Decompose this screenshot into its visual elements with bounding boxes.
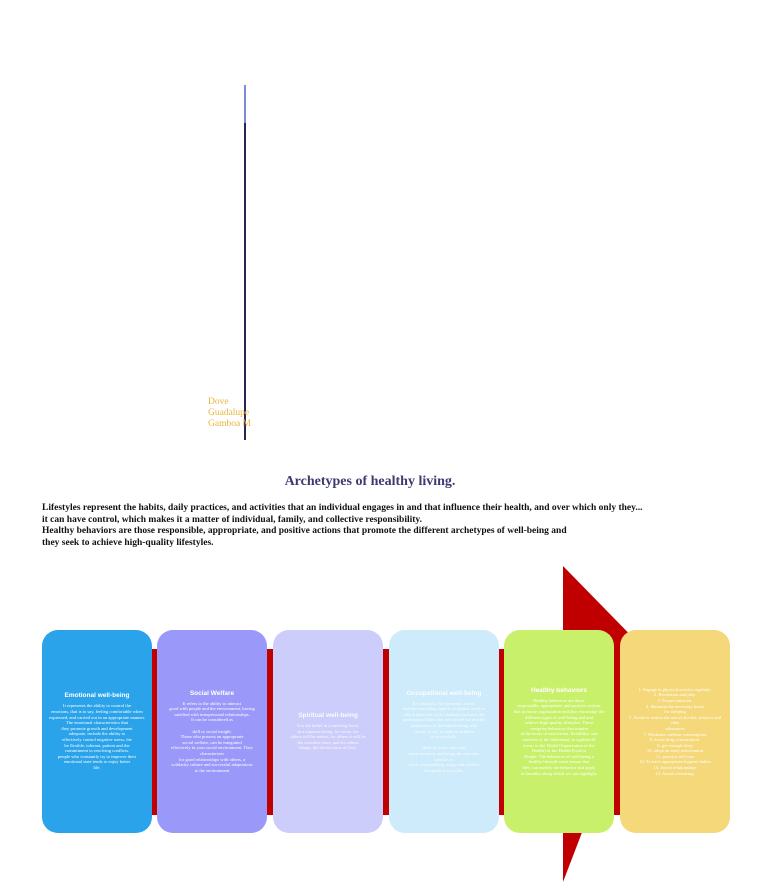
timeline-bar [244,123,246,440]
page-title: Archetypes of healthy living. [284,474,456,489]
intro-paragraph-2: Healthy behaviors are those responsible, appropriate, and positive actions that promote the different archetypes of well-being and they seek to achieve high-quality lifestyles. [42,526,567,548]
card-occupational-wellbeing [389,630,499,833]
card-title: Spiritual well-being [298,712,358,720]
timeline-accent [244,85,246,123]
card-body: It represents the ability to control the emotions, that is to say, feeling comfortable when expressed, and carried out in an appropriate manner. The emotional characteristics that they promote growth and development adequate, include the ability to effectively control negative stress, the be flexible, tolerant, patient and the commitment to resolving conflicts. people who constantly try to improve their emotional state tends to enjoy better life. [48,703,146,770]
habits-list: 1. Engage in physical activity regularly. 2. Recreation and play. 3. Proper nutrition. 4. Maintain the necessary hours for sleeping 5. Avoid or reduce the use of alcohol, tobacco and other substances 7. Moderate caffeine consumption 8. avoid drug consumption. 9. get enough sleep 10. adopt an early intervention 11. practice self-care 12. To have appropriate hygiene habits 13. Social relationships 14. Avoid overeating. [629,686,721,776]
card-title: Occupational well-being [406,689,482,697]
card-social-welfare [157,630,267,833]
card-body: It is related to the personal, social, and the rewarding aspects of human work in which there has to be a balance between the professional tasks that are carried out and the satisfaction of the human being who carries it out, in order to achieve it successfully. skills to work, one must have creativity and being the one who satisfies it, work responsibility, enjoy and achieve the goals of your life. [402,700,486,773]
intro-paragraph-1: Lifestyles represent the habits, daily practices, and activities that an individual engages in and that influence their health, and over which only they... it can have control, which makes it a matter of individual, family, and collective responsibility. [42,503,643,525]
archetypes-diagram [0,560,768,882]
card-healthy-behaviors [504,630,614,833]
card-body: It is the belief in a unifying force, in a supreme being, for some, for others will be nature, for others it will be the scientific laws, and for others things, the divine force of God. [290,723,366,751]
card-title: Emotional well-being [64,692,130,700]
author-name: Dove Guadalupe Gamboa M [208,397,252,429]
card-body: It refers to the ability to interact good with people and the environment, having satisfied with interpersonal relationships. It can be considered as skill or social insight. Those who possess an appropriate social welfare, can be integrated effectively in your social environment. They characterizes for good relationships with others, a solidarity culture and successful adaptations to the environment [169,700,255,773]
card-body: Healthy behaviors are those responsible, appropriate, and positive actions that promote organization and also encourage the different types of well-being and and achieve high-quality lifestyles. These comprise behaviors that require in the terms of motivation, flexibility, and interests of the individual, as applied all areas, to the World Organization of the Health) or the Health Food in People. The behaviors of well-being a healthy lifestyle must ensure that they can modify the behavior and apply its benefits along which we can highlight: [513,697,605,776]
card-emotional-wellbeing [42,630,152,833]
card-title: Social Welfare [189,689,235,697]
intro-text [42,503,662,549]
card-spiritual-wellbeing [273,630,383,833]
card-healthy-habits-list [620,630,730,833]
card-title: Healthy behaviors [531,686,587,694]
